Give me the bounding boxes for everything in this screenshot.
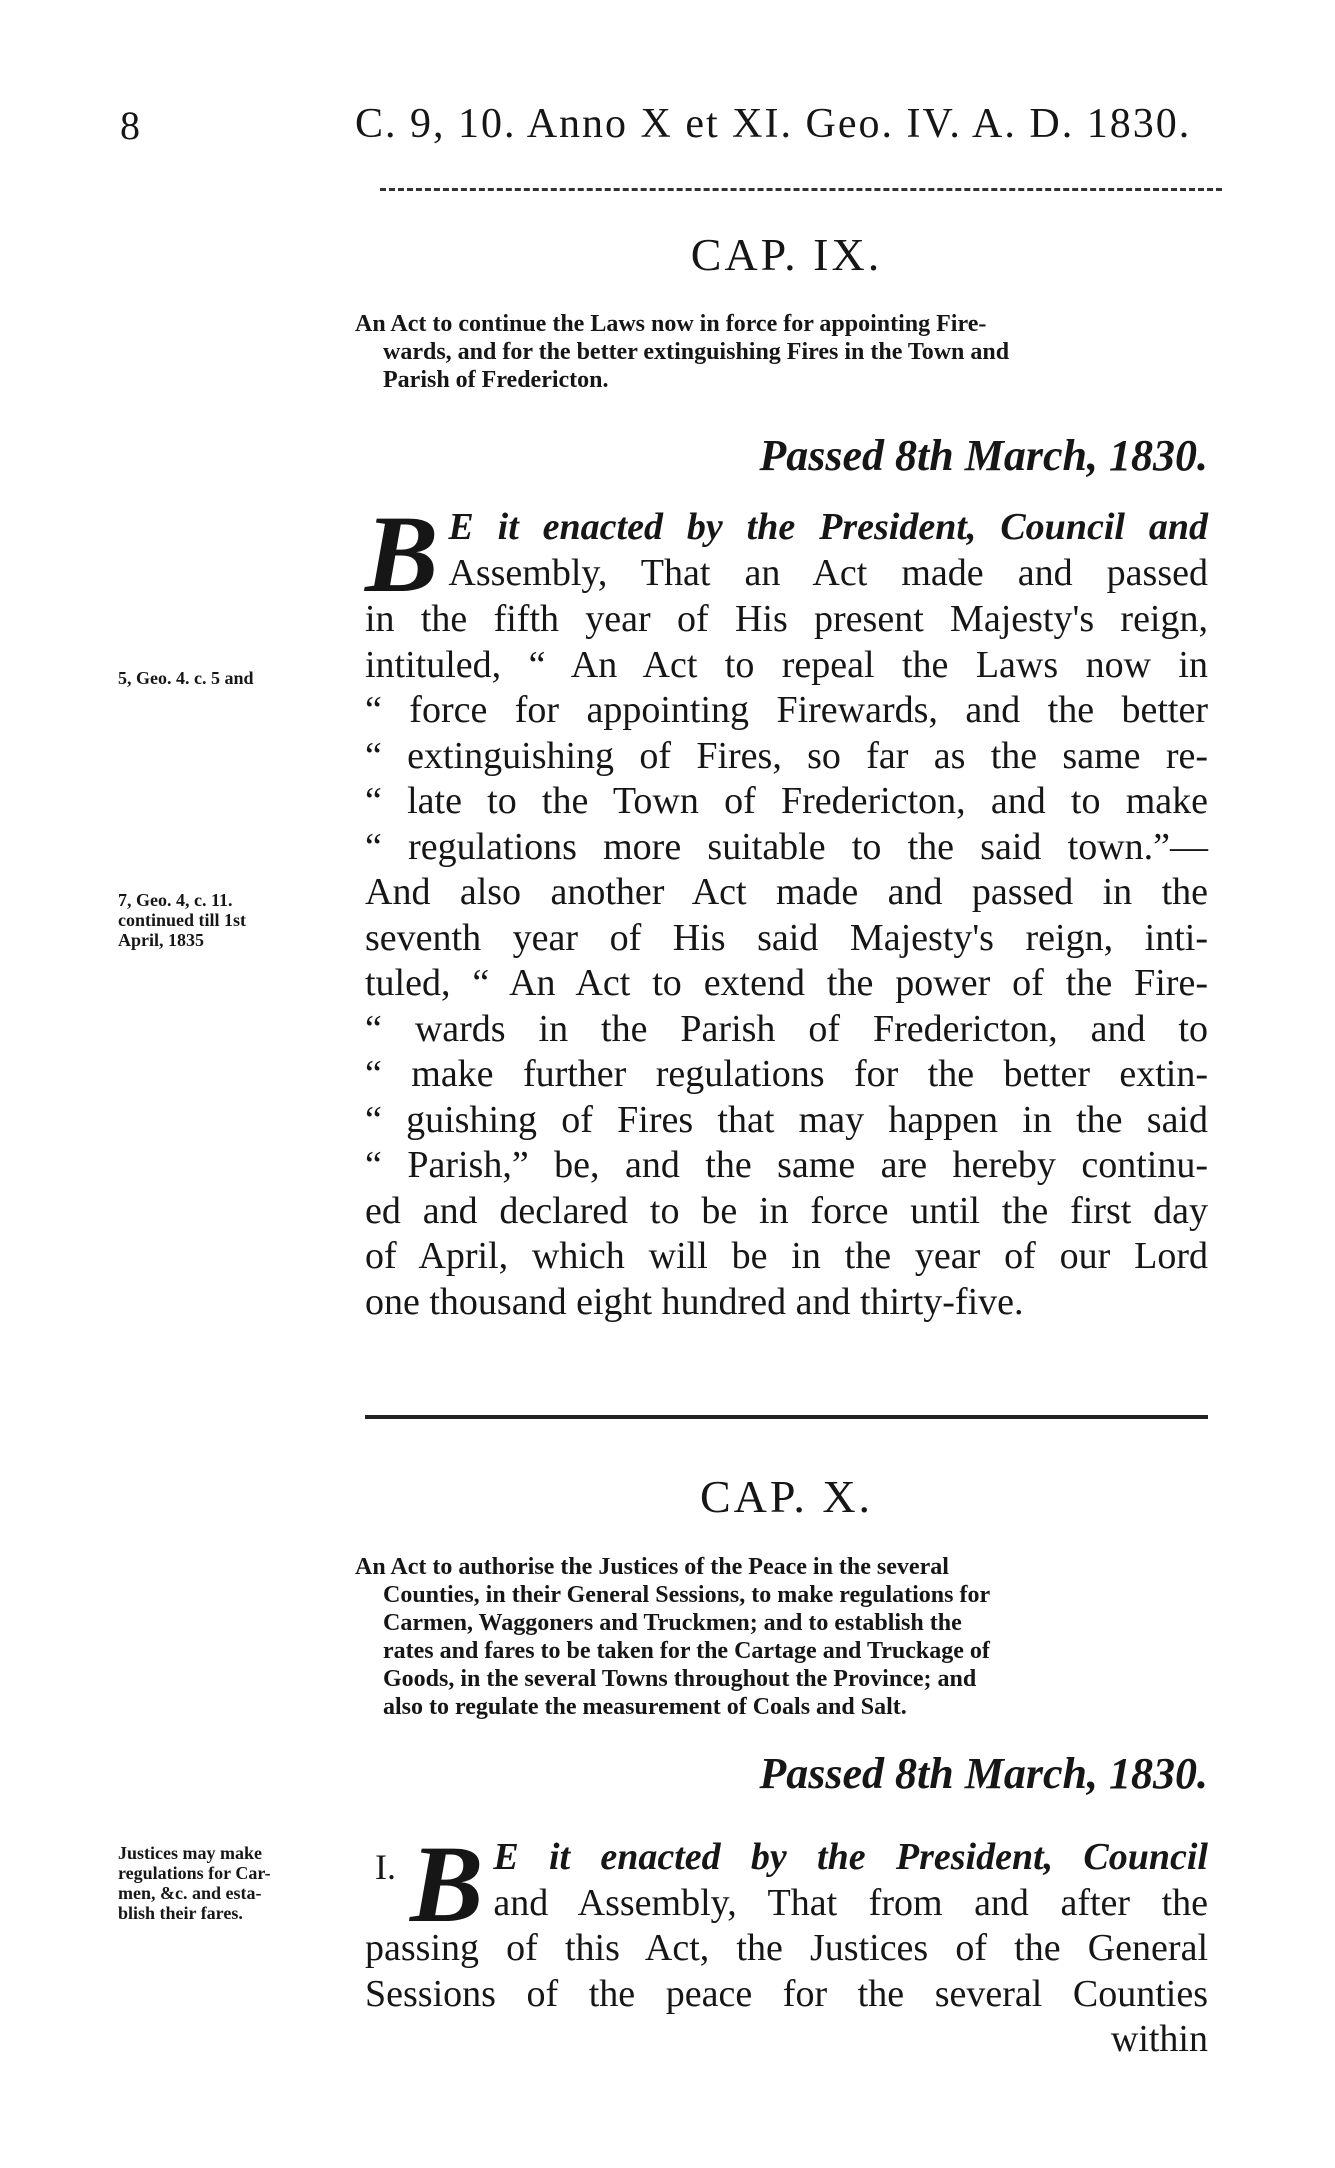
running-head: C. 9, 10. Anno X et XI. Geo. IV. A. D. 1830. — [355, 101, 1192, 147]
body-line: one thousand eight hundred and thirty-five. — [365, 1280, 1024, 1323]
body-line: “ extinguishing of Fires, so far as the same re- — [365, 734, 1208, 777]
margin-note-line: 7, Geo. 4, c. 11. — [118, 890, 233, 910]
cap-10-passed-date: Passed 8th March, 1830. — [759, 1749, 1208, 1798]
body-line: passing of this Act, the Justices of the General — [365, 1927, 1208, 1969]
margin-note-line: 5, Geo. 4. c. 5 and — [118, 668, 254, 688]
summary-line: wards, and for the better extinguishing Fires in the Town and — [383, 339, 1010, 365]
body-line: in the fifth year of His present Majesty's reign, — [365, 598, 1208, 640]
body-line: E it enacted by the President, Council and — [448, 506, 1208, 548]
body-line: and Assembly, That from and after the — [493, 1881, 1208, 1924]
summary-line: An Act to authorise the Justices of the Peace in the several — [355, 1554, 949, 1580]
body-line: ed and declared to be in force until the first day — [365, 1189, 1208, 1232]
margin-note-line: April, 1835 — [118, 930, 205, 950]
body-line: E it enacted by the President, Council — [493, 1836, 1208, 1878]
page-number: 8 — [120, 103, 140, 148]
body-line: intituled, “ An Act to repeal the Laws now in — [365, 643, 1208, 686]
section-divider — [365, 1415, 1208, 1419]
cap-9-title: CAP. IX. — [690, 229, 883, 280]
cap-9-body — [365, 493, 1208, 1325]
cap-9-summary — [355, 310, 1215, 394]
summary-line: An Act to continue the Laws now in force for appointing Fire- — [355, 311, 987, 337]
header-rule — [380, 188, 1222, 191]
body-line: “ guishing of Fires that may happen in the said — [365, 1098, 1208, 1141]
body-line: Assembly, That an Act made and passed — [448, 551, 1208, 594]
margin-note-line: men, &c. and esta- — [118, 1883, 262, 1903]
summary-line: rates and fares to be taken for the Cartage and Truckage of — [383, 1638, 990, 1664]
margin-note-statute-7 — [118, 890, 358, 950]
cap-10-body — [410, 1823, 1208, 1945]
margin-note-line: regulations for Car- — [118, 1863, 271, 1883]
catchword: within — [1110, 2018, 1208, 2060]
body-line: “ force for appointing Firewards, and the better — [365, 689, 1208, 731]
margin-note-statute-5 — [118, 668, 358, 688]
section-number: I. — [375, 1847, 396, 1887]
body-line: “ regulations more suitable to the said town.”— — [365, 825, 1208, 868]
summary-line: also to regulate the measurement of Coals and Salt. — [383, 1694, 907, 1720]
cap-9-passed-date: Passed 8th March, 1830. — [759, 431, 1208, 480]
margin-note-line: blish their fares. — [118, 1903, 243, 1923]
body-line: And also another Act made and passed in the — [365, 871, 1208, 913]
body-line: seventh year of His said Majesty's reign, inti- — [365, 916, 1208, 959]
body-line: “ wards in the Parish of Fredericton, and to — [365, 1007, 1208, 1050]
body-line: “ Parish,” be, and the same are hereby continu- — [365, 1144, 1208, 1186]
cap-10-body-continued — [365, 1926, 1208, 2063]
summary-line: Parish of Fredericton. — [383, 367, 609, 393]
body-line: “ make further regulations for the better extin- — [365, 1053, 1208, 1095]
body-line: of April, which will be in the year of our Lord — [365, 1235, 1208, 1277]
summary-line: Goods, in the several Towns throughout the Province; and — [383, 1666, 977, 1692]
drop-cap: B — [365, 493, 439, 615]
body-line: tuled, “ An Act to extend the power of the Fire- — [365, 962, 1208, 1004]
cap-10-summary — [355, 1553, 1225, 1721]
summary-line: Carmen, Waggoners and Truckmen; and to establish the — [383, 1610, 962, 1636]
margin-note-line: continued till 1st — [118, 910, 247, 930]
cap-10-title: CAP. X. — [699, 1471, 874, 1522]
body-line: Sessions of the peace for the several Counties — [365, 1972, 1208, 2015]
margin-note-justices — [118, 1843, 358, 1923]
drop-cap: B — [410, 1823, 484, 1945]
summary-line: Counties, in their General Sessions, to make regulations for — [383, 1582, 991, 1608]
body-line: “ late to the Town of Fredericton, and to make — [365, 780, 1208, 822]
margin-note-line: Justices may make — [118, 1843, 262, 1863]
